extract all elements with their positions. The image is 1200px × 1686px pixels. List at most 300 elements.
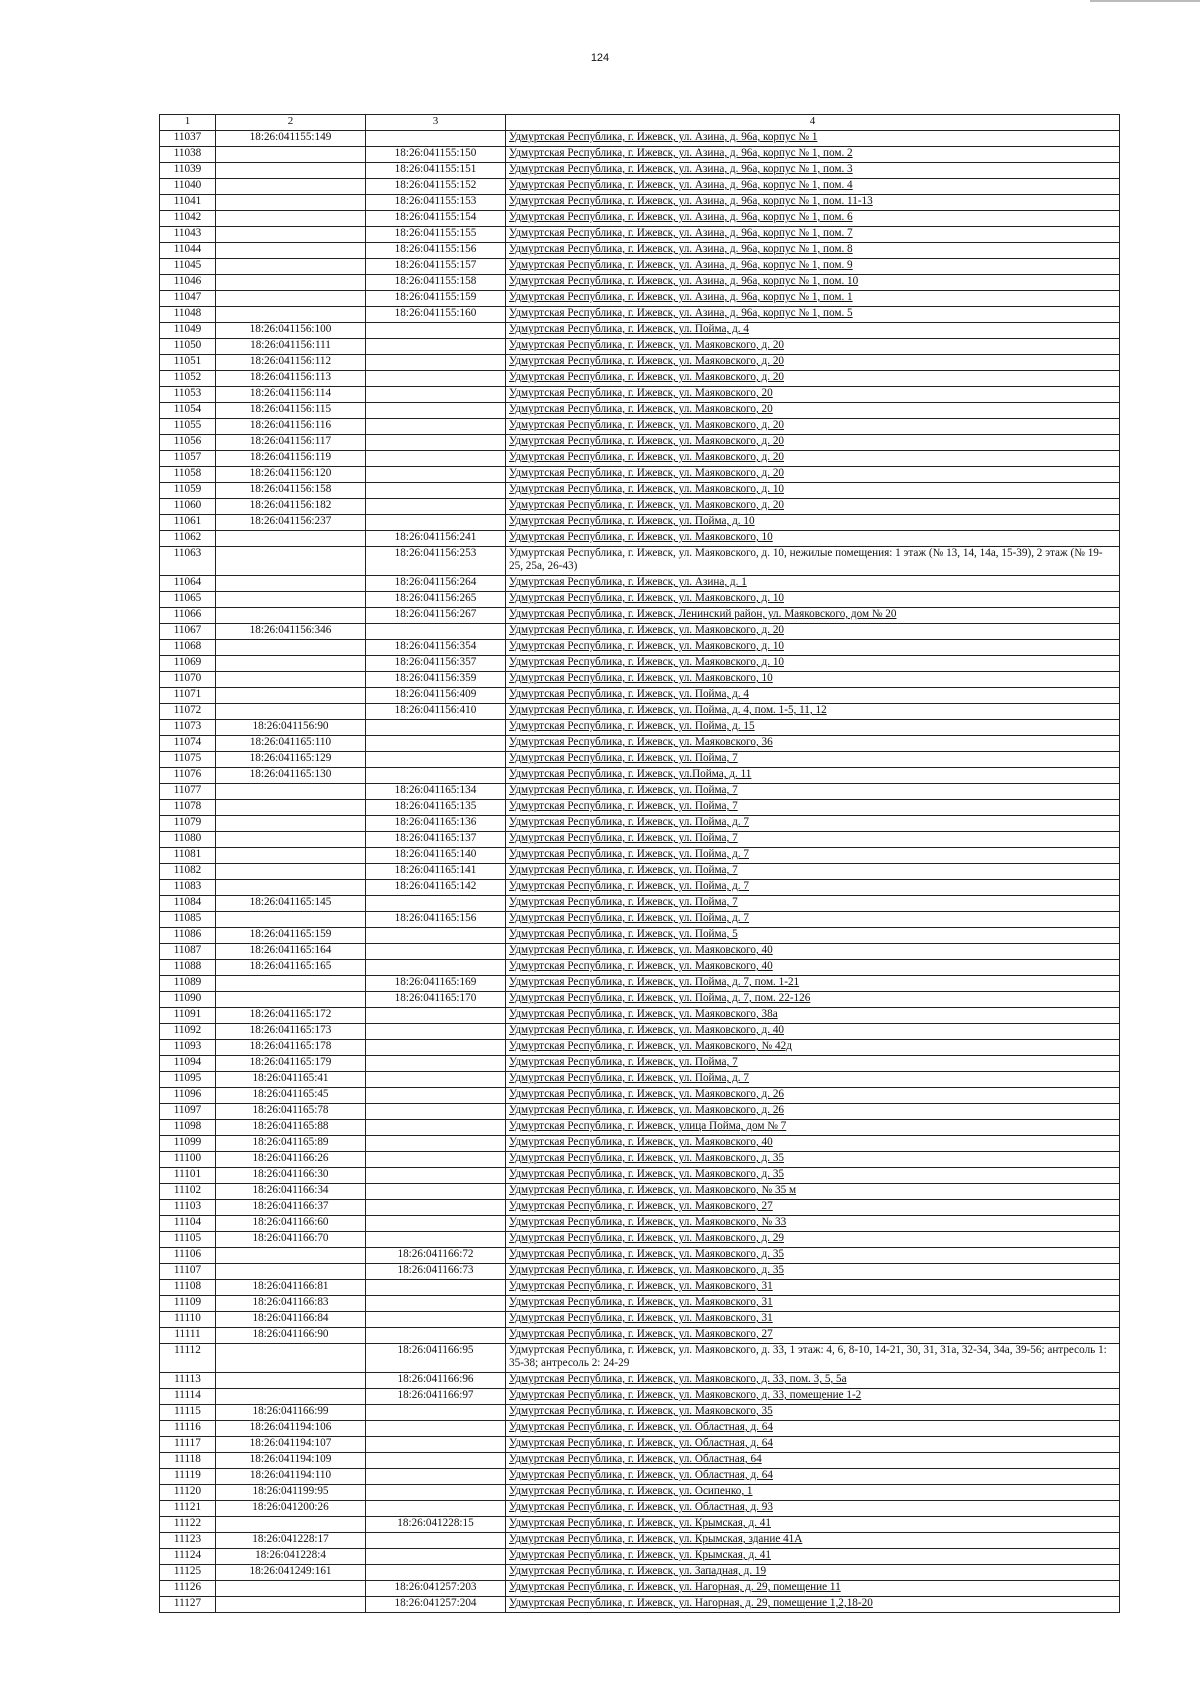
row-number: 11038 <box>160 147 216 163</box>
row-number: 11117 <box>160 1437 216 1453</box>
land-cadastral-number: 18:26:041194:110 <box>216 1469 366 1485</box>
building-cadastral-number <box>366 1421 506 1437</box>
building-cadastral-number: 18:26:041166:72 <box>366 1248 506 1264</box>
table-row <box>160 608 1120 624</box>
object-address: Удмуртская Республика, г. Ижевск, ул. Маяковского, № 35 м <box>506 1184 1120 1200</box>
land-cadastral-number <box>216 547 366 576</box>
table-row <box>160 992 1120 1008</box>
row-number: 11121 <box>160 1501 216 1517</box>
building-cadastral-number: 18:26:041156:410 <box>366 704 506 720</box>
building-cadastral-number <box>366 768 506 784</box>
object-address: Удмуртская Республика, г. Ижевск, ул. Маяковского, д. 20 <box>506 467 1120 483</box>
table-row <box>160 515 1120 531</box>
row-number: 11096 <box>160 1088 216 1104</box>
land-cadastral-number: 18:26:041166:81 <box>216 1280 366 1296</box>
row-number: 11051 <box>160 355 216 371</box>
building-cadastral-number <box>366 1104 506 1120</box>
building-cadastral-number <box>366 1296 506 1312</box>
object-address: Удмуртская Республика, г. Ижевск, ул. Пойма, д. 7 <box>506 880 1120 896</box>
table-row <box>160 1581 1120 1597</box>
land-cadastral-number <box>216 291 366 307</box>
building-cadastral-number: 18:26:041165:156 <box>366 912 506 928</box>
row-number: 11055 <box>160 419 216 435</box>
table-row <box>160 896 1120 912</box>
building-cadastral-number: 18:26:041156:253 <box>366 547 506 576</box>
object-address: Удмуртская Республика, г. Ижевск, ул. Пойма, 7 <box>506 784 1120 800</box>
object-address: Удмуртская Республика, г. Ижевск, ул. Маяковского, д. 20 <box>506 371 1120 387</box>
row-number: 11089 <box>160 976 216 992</box>
row-number: 11106 <box>160 1248 216 1264</box>
land-cadastral-number <box>216 848 366 864</box>
land-cadastral-number: 18:26:041165:110 <box>216 736 366 752</box>
land-cadastral-number: 18:26:041156:120 <box>216 467 366 483</box>
object-address: Удмуртская Республика, г. Ижевск, ул. Областная, д. 64 <box>506 1421 1120 1437</box>
building-cadastral-number <box>366 1152 506 1168</box>
building-cadastral-number <box>366 752 506 768</box>
land-cadastral-number: 18:26:041200:26 <box>216 1501 366 1517</box>
land-cadastral-number <box>216 1581 366 1597</box>
building-cadastral-number <box>366 499 506 515</box>
building-cadastral-number <box>366 944 506 960</box>
row-number: 11086 <box>160 928 216 944</box>
building-cadastral-number: 18:26:041155:153 <box>366 195 506 211</box>
object-address: Удмуртская Республика, г. Ижевск, ул. Пойма, 7 <box>506 752 1120 768</box>
table-row <box>160 1008 1120 1024</box>
row-number: 11097 <box>160 1104 216 1120</box>
row-number: 11057 <box>160 451 216 467</box>
table-row <box>160 880 1120 896</box>
building-cadastral-number <box>366 1469 506 1485</box>
land-cadastral-number: 18:26:041156:113 <box>216 371 366 387</box>
building-cadastral-number <box>366 1405 506 1421</box>
row-number: 11044 <box>160 243 216 259</box>
table-row <box>160 976 1120 992</box>
row-number: 11069 <box>160 656 216 672</box>
building-cadastral-number <box>366 1437 506 1453</box>
building-cadastral-number <box>366 323 506 339</box>
table-row <box>160 355 1120 371</box>
land-cadastral-number: 18:26:041165:173 <box>216 1024 366 1040</box>
table-row <box>160 1152 1120 1168</box>
object-address: Удмуртская Республика, г. Ижевск, ул. Пойма, 7 <box>506 832 1120 848</box>
row-number: 11049 <box>160 323 216 339</box>
building-cadastral-number <box>366 1280 506 1296</box>
object-address: Удмуртская Республика, г. Ижевск, ул. Маяковского, д. 10 <box>506 640 1120 656</box>
land-cadastral-number: 18:26:041156:346 <box>216 624 366 640</box>
row-number: 11098 <box>160 1120 216 1136</box>
row-number: 11126 <box>160 1581 216 1597</box>
land-cadastral-number: 18:26:041165:89 <box>216 1136 366 1152</box>
land-cadastral-number: 18:26:041156:90 <box>216 720 366 736</box>
row-number: 11085 <box>160 912 216 928</box>
table-row <box>160 704 1120 720</box>
object-address: Удмуртская Республика, г. Ижевск, ул. Маяковского, д. 29 <box>506 1232 1120 1248</box>
land-cadastral-number <box>216 1389 366 1405</box>
building-cadastral-number: 18:26:041166:96 <box>366 1373 506 1389</box>
object-address: Удмуртская Республика, г. Ижевск, улица Пойма, дом № 7 <box>506 1120 1120 1136</box>
table-row <box>160 531 1120 547</box>
object-address: Удмуртская Республика, г. Ижевск, ул. Пойма, д. 7, пом. 22-126 <box>506 992 1120 1008</box>
object-address: Удмуртская Республика, г. Ижевск, ул. Маяковского, 20 <box>506 387 1120 403</box>
object-address: Удмуртская Республика, г. Ижевск, ул. Маяковского, д. 35 <box>506 1248 1120 1264</box>
object-address: Удмуртская Республика, г. Ижевск, ул. Азина, д. 96а, корпус № 1, пом. 10 <box>506 275 1120 291</box>
land-cadastral-number: 18:26:041166:99 <box>216 1405 366 1421</box>
table-row <box>160 1024 1120 1040</box>
land-cadastral-number <box>216 259 366 275</box>
land-cadastral-number: 18:26:041165:45 <box>216 1088 366 1104</box>
land-cadastral-number: 18:26:041166:34 <box>216 1184 366 1200</box>
land-cadastral-number <box>216 784 366 800</box>
table-row <box>160 848 1120 864</box>
object-address: Удмуртская Республика, г. Ижевск, ул. Пойма, д. 4 <box>506 688 1120 704</box>
land-cadastral-number: 18:26:041155:149 <box>216 131 366 147</box>
row-number: 11078 <box>160 800 216 816</box>
object-address: Удмуртская Республика, г. Ижевск, ул. Маяковского, д. 26 <box>506 1104 1120 1120</box>
land-cadastral-number <box>216 592 366 608</box>
land-cadastral-number: 18:26:041166:90 <box>216 1328 366 1344</box>
land-cadastral-number: 18:26:041228:4 <box>216 1549 366 1565</box>
land-cadastral-number: 18:26:041156:111 <box>216 339 366 355</box>
table-row <box>160 1296 1120 1312</box>
building-cadastral-number <box>366 1024 506 1040</box>
row-number: 11080 <box>160 832 216 848</box>
row-number: 11052 <box>160 371 216 387</box>
building-cadastral-number: 18:26:041257:203 <box>366 1581 506 1597</box>
row-number: 11075 <box>160 752 216 768</box>
table-row <box>160 1533 1120 1549</box>
row-number: 11107 <box>160 1264 216 1280</box>
row-number: 11037 <box>160 131 216 147</box>
land-cadastral-number: 18:26:041228:17 <box>216 1533 366 1549</box>
land-cadastral-number: 18:26:041156:114 <box>216 387 366 403</box>
row-number: 11120 <box>160 1485 216 1501</box>
top-edge-rule <box>1090 0 1200 2</box>
object-address: Удмуртская Республика, г. Ижевск, ул. Маяковского, 20 <box>506 403 1120 419</box>
row-number: 11070 <box>160 672 216 688</box>
object-address: Удмуртская Республика, г. Ижевск, ул. Пойма, д. 4 <box>506 323 1120 339</box>
building-cadastral-number: 18:26:041155:154 <box>366 211 506 227</box>
object-address: Удмуртская Республика, г. Ижевск, ул. Маяковского, д. 26 <box>506 1088 1120 1104</box>
building-cadastral-number: 18:26:041155:155 <box>366 227 506 243</box>
row-number: 11061 <box>160 515 216 531</box>
object-address: Удмуртская Республика, г. Ижевск, ул. Азина, д. 96а, корпус № 1, пом. 8 <box>506 243 1120 259</box>
object-address: Удмуртская Республика, г. Ижевск, ул. Пойма, 7 <box>506 800 1120 816</box>
land-cadastral-number: 18:26:041165:130 <box>216 768 366 784</box>
table-row <box>160 387 1120 403</box>
land-cadastral-number: 18:26:041194:107 <box>216 1437 366 1453</box>
table-row <box>160 227 1120 243</box>
land-cadastral-number: 18:26:041165:129 <box>216 752 366 768</box>
building-cadastral-number: 18:26:041166:73 <box>366 1264 506 1280</box>
building-cadastral-number: 18:26:041165:134 <box>366 784 506 800</box>
table-row <box>160 720 1120 736</box>
land-cadastral-number: 18:26:041166:37 <box>216 1200 366 1216</box>
object-address: Удмуртская Республика, г. Ижевск, ул. Маяковского, 31 <box>506 1312 1120 1328</box>
land-cadastral-number <box>216 672 366 688</box>
row-number: 11081 <box>160 848 216 864</box>
table-row <box>160 339 1120 355</box>
row-number: 11118 <box>160 1453 216 1469</box>
object-address: Удмуртская Республика, г. Ижевск, ул. Маяковского, 35 <box>506 1405 1120 1421</box>
land-cadastral-number: 18:26:041165:178 <box>216 1040 366 1056</box>
land-cadastral-number: 18:26:041166:60 <box>216 1216 366 1232</box>
table-row <box>160 483 1120 499</box>
building-cadastral-number: 18:26:041155:157 <box>366 259 506 275</box>
land-cadastral-number <box>216 1248 366 1264</box>
building-cadastral-number: 18:26:041155:151 <box>366 163 506 179</box>
row-number: 11039 <box>160 163 216 179</box>
land-cadastral-number <box>216 992 366 1008</box>
land-cadastral-number <box>216 640 366 656</box>
table-row <box>160 147 1120 163</box>
object-address: Удмуртская Республика, г. Ижевск, ул. Азина, д. 96а, корпус № 1 <box>506 131 1120 147</box>
land-cadastral-number <box>216 880 366 896</box>
table-row <box>160 275 1120 291</box>
object-address: Удмуртская Республика, г. Ижевск, ул. Областная, д. 64 <box>506 1437 1120 1453</box>
building-cadastral-number: 18:26:041165:137 <box>366 832 506 848</box>
table-row <box>160 291 1120 307</box>
row-number: 11068 <box>160 640 216 656</box>
table-row <box>160 784 1120 800</box>
table-row <box>160 1280 1120 1296</box>
building-cadastral-number: 18:26:041156:241 <box>366 531 506 547</box>
building-cadastral-number: 18:26:041155:152 <box>366 179 506 195</box>
building-cadastral-number <box>366 435 506 451</box>
object-address: Удмуртская Республика, г. Ижевск, ул. Азина, д. 96а, корпус № 1, пом. 6 <box>506 211 1120 227</box>
row-number: 11042 <box>160 211 216 227</box>
land-cadastral-number: 18:26:041156:237 <box>216 515 366 531</box>
row-number: 11088 <box>160 960 216 976</box>
row-number: 11112 <box>160 1344 216 1373</box>
table-row <box>160 672 1120 688</box>
land-cadastral-number <box>216 147 366 163</box>
row-number: 11084 <box>160 896 216 912</box>
land-cadastral-number: 18:26:041166:70 <box>216 1232 366 1248</box>
table-row <box>160 1216 1120 1232</box>
building-cadastral-number <box>366 736 506 752</box>
building-cadastral-number: 18:26:041166:95 <box>366 1344 506 1373</box>
row-number: 11054 <box>160 403 216 419</box>
building-cadastral-number <box>366 1565 506 1581</box>
object-address: Удмуртская Республика, г. Ижевск, ул. Маяковского, д. 10 <box>506 656 1120 672</box>
row-number: 11108 <box>160 1280 216 1296</box>
object-address: Удмуртская Республика, г. Ижевск, ул. Маяковского, д. 35 <box>506 1168 1120 1184</box>
row-number: 11093 <box>160 1040 216 1056</box>
land-cadastral-number: 18:26:041156:117 <box>216 435 366 451</box>
row-number: 11109 <box>160 1296 216 1312</box>
building-cadastral-number <box>366 1485 506 1501</box>
table-row <box>160 259 1120 275</box>
table-row <box>160 1056 1120 1072</box>
building-cadastral-number <box>366 339 506 355</box>
object-address: Удмуртская Республика, г. Ижевск, ул. Нагорная, д. 29, помещение 11 <box>506 1581 1120 1597</box>
building-cadastral-number: 18:26:041156:264 <box>366 576 506 592</box>
table-row <box>160 1264 1120 1280</box>
object-address: Удмуртская Республика, г. Ижевск, ул. Маяковского, 10 <box>506 531 1120 547</box>
row-number: 11095 <box>160 1072 216 1088</box>
land-cadastral-number <box>216 800 366 816</box>
row-number: 11040 <box>160 179 216 195</box>
row-number: 11073 <box>160 720 216 736</box>
object-address: Удмуртская Республика, г. Ижевск, ул. Крымская, д. 41 <box>506 1549 1120 1565</box>
land-cadastral-number: 18:26:041165:179 <box>216 1056 366 1072</box>
building-cadastral-number <box>366 928 506 944</box>
row-number: 11053 <box>160 387 216 403</box>
table-row <box>160 752 1120 768</box>
land-cadastral-number <box>216 1373 366 1389</box>
object-address: Удмуртская Республика, г. Ижевск, ул. Пойма, д. 4, пом. 1-5, 11, 12 <box>506 704 1120 720</box>
row-number: 11071 <box>160 688 216 704</box>
row-number: 11127 <box>160 1597 216 1613</box>
object-address: Удмуртская Республика, г. Ижевск, ул. Маяковского, д. 33, 1 этаж: 4, 6, 8-10, 14-21, 30, 31, 31а, 32-34, 34а, 39-56; антресоль 1: 35-38; антресоль 2: 24-29 <box>506 1344 1120 1373</box>
building-cadastral-number <box>366 1168 506 1184</box>
table-row <box>160 1120 1120 1136</box>
row-number: 11091 <box>160 1008 216 1024</box>
building-cadastral-number <box>366 1216 506 1232</box>
table-row <box>160 944 1120 960</box>
table-row <box>160 243 1120 259</box>
row-number: 11101 <box>160 1168 216 1184</box>
building-cadastral-number <box>366 1200 506 1216</box>
object-address: Удмуртская Республика, г. Ижевск, ул. Маяковского, д. 40 <box>506 1024 1120 1040</box>
land-cadastral-number: 18:26:041165:88 <box>216 1120 366 1136</box>
object-address: Удмуртская Республика, г. Ижевск, ул. Пойма, 7 <box>506 864 1120 880</box>
row-number: 11114 <box>160 1389 216 1405</box>
building-cadastral-number <box>366 1232 506 1248</box>
building-cadastral-number: 18:26:041165:136 <box>366 816 506 832</box>
land-cadastral-number <box>216 976 366 992</box>
building-cadastral-number: 18:26:041156:265 <box>366 592 506 608</box>
building-cadastral-number: 18:26:041156:359 <box>366 672 506 688</box>
land-cadastral-number <box>216 912 366 928</box>
table-row <box>160 419 1120 435</box>
table-row <box>160 195 1120 211</box>
building-cadastral-number <box>366 403 506 419</box>
object-address: Удмуртская Республика, г. Ижевск, ул. Маяковского, 40 <box>506 1136 1120 1152</box>
row-number: 11062 <box>160 531 216 547</box>
object-address: Удмуртская Республика, г. Ижевск, ул. Областная, 64 <box>506 1453 1120 1469</box>
building-cadastral-number <box>366 1040 506 1056</box>
building-cadastral-number: 18:26:041165:140 <box>366 848 506 864</box>
table-row <box>160 499 1120 515</box>
row-number: 11063 <box>160 547 216 576</box>
object-address: Удмуртская Республика, г. Ижевск, ул. Пойма, д. 7, пом. 1-21 <box>506 976 1120 992</box>
land-cadastral-number: 18:26:041165:159 <box>216 928 366 944</box>
object-address: Удмуртская Республика, г. Ижевск, ул. Маяковского, д. 20 <box>506 435 1120 451</box>
land-cadastral-number <box>216 656 366 672</box>
land-cadastral-number: 18:26:041166:26 <box>216 1152 366 1168</box>
object-address: Удмуртская Республика, г. Ижевск, ул. Пойма, д. 7 <box>506 912 1120 928</box>
object-address: Удмуртская Республика, г. Ижевск, ул. Маяковского, 40 <box>506 960 1120 976</box>
building-cadastral-number <box>366 1120 506 1136</box>
row-number: 11092 <box>160 1024 216 1040</box>
row-number: 11100 <box>160 1152 216 1168</box>
building-cadastral-number <box>366 467 506 483</box>
row-number: 11041 <box>160 195 216 211</box>
object-address: Удмуртская Республика, г. Ижевск, ул. Маяковского, 38а <box>506 1008 1120 1024</box>
row-number: 11116 <box>160 1421 216 1437</box>
table-row <box>160 1469 1120 1485</box>
building-cadastral-number <box>366 1088 506 1104</box>
row-number: 11056 <box>160 435 216 451</box>
building-cadastral-number: 18:26:041165:169 <box>366 976 506 992</box>
building-cadastral-number <box>366 1533 506 1549</box>
building-cadastral-number <box>366 960 506 976</box>
building-cadastral-number <box>366 371 506 387</box>
page-number: 124 <box>590 52 610 64</box>
land-cadastral-number: 18:26:041199:95 <box>216 1485 366 1501</box>
building-cadastral-number: 18:26:041155:158 <box>366 275 506 291</box>
object-address: Удмуртская Республика, г. Ижевск, ул. Крымская, здание 41А <box>506 1533 1120 1549</box>
table-row <box>160 1597 1120 1613</box>
building-cadastral-number <box>366 1072 506 1088</box>
building-cadastral-number: 18:26:041155:156 <box>366 243 506 259</box>
object-address: Удмуртская Республика, г. Ижевск, ул. Азина, д. 96а, корпус № 1, пом. 1 <box>506 291 1120 307</box>
row-number: 11079 <box>160 816 216 832</box>
object-address: Удмуртская Республика, г. Ижевск, ул. Азина, д. 96а, корпус № 1, пом. 11-13 <box>506 195 1120 211</box>
row-number: 11105 <box>160 1232 216 1248</box>
object-address: Удмуртская Республика, г. Ижевск, ул. Пойма, д. 7 <box>506 848 1120 864</box>
table-row <box>160 1104 1120 1120</box>
building-cadastral-number: 18:26:041155:150 <box>366 147 506 163</box>
table-row <box>160 467 1120 483</box>
row-number: 11123 <box>160 1533 216 1549</box>
land-cadastral-number: 18:26:041249:161 <box>216 1565 366 1581</box>
object-address: Удмуртская Республика, г. Ижевск, ул. Маяковского, 27 <box>506 1328 1120 1344</box>
land-cadastral-number: 18:26:041165:145 <box>216 896 366 912</box>
object-address: Удмуртская Республика, г. Ижевск, ул. Маяковского, д. 20 <box>506 499 1120 515</box>
table-row <box>160 371 1120 387</box>
row-number: 11124 <box>160 1549 216 1565</box>
land-cadastral-number <box>216 816 366 832</box>
table-row <box>160 640 1120 656</box>
object-address: Удмуртская Республика, г. Ижевск, ул. Крымская, д. 41 <box>506 1517 1120 1533</box>
object-address: Удмуртская Республика, г. Ижевск, ул. Азина, д. 96а, корпус № 1, пом. 9 <box>506 259 1120 275</box>
object-address: Удмуртская Республика, г. Ижевск, ул. Маяковского, д. 10, нежилые помещения: 1 этаж (№ 13, 14, 14а, 15-39), 2 этаж (№ 19-25, 25а, 26-43) <box>506 547 1120 576</box>
table-row <box>160 864 1120 880</box>
object-address: Удмуртская Республика, г. Ижевск, ул. Пойма, д. 15 <box>506 720 1120 736</box>
land-cadastral-number <box>216 307 366 323</box>
land-cadastral-number: 18:26:041156:119 <box>216 451 366 467</box>
row-number: 11074 <box>160 736 216 752</box>
row-number: 11065 <box>160 592 216 608</box>
building-cadastral-number <box>366 419 506 435</box>
column-header-1: 1 <box>160 115 216 131</box>
row-number: 11090 <box>160 992 216 1008</box>
row-number: 11059 <box>160 483 216 499</box>
object-address: Удмуртская Республика, г. Ижевск, ул. Азина, д. 1 <box>506 576 1120 592</box>
table-row <box>160 1501 1120 1517</box>
object-address: Удмуртская Республика, г. Ижевск, ул.Пойма, д. 11 <box>506 768 1120 784</box>
table-row <box>160 960 1120 976</box>
land-cadastral-number: 18:26:041165:78 <box>216 1104 366 1120</box>
table-row <box>160 211 1120 227</box>
building-cadastral-number <box>366 451 506 467</box>
row-number: 11048 <box>160 307 216 323</box>
table-row <box>160 451 1120 467</box>
header-row <box>160 115 1120 131</box>
building-cadastral-number: 18:26:041155:160 <box>366 307 506 323</box>
building-cadastral-number: 18:26:041156:354 <box>366 640 506 656</box>
land-cadastral-number <box>216 243 366 259</box>
row-number: 11087 <box>160 944 216 960</box>
table-row <box>160 1040 1120 1056</box>
land-cadastral-number: 18:26:041165:172 <box>216 1008 366 1024</box>
registry-body <box>160 131 1120 1613</box>
object-address: Удмуртская Республика, г. Ижевск, ул. Западная, д. 19 <box>506 1565 1120 1581</box>
building-cadastral-number: 18:26:041156:409 <box>366 688 506 704</box>
object-address: Удмуртская Республика, г. Ижевск, ул. Маяковского, 10 <box>506 672 1120 688</box>
